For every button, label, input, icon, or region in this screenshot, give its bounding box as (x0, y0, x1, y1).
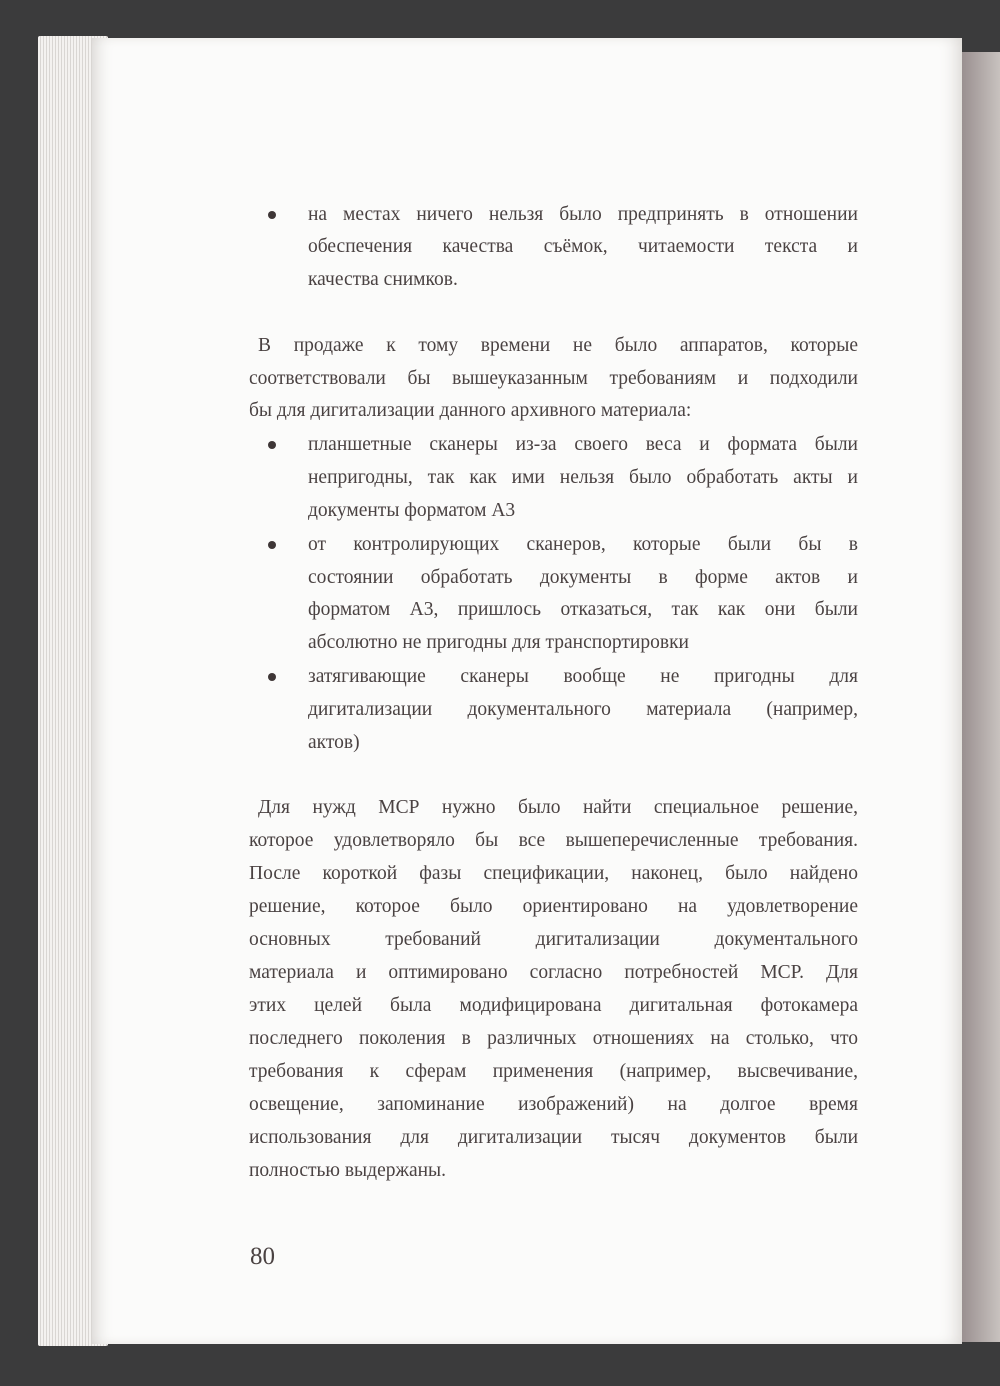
paragraph-2-line: требования к сферам применения (например, высвечивание, (249, 1061, 858, 1082)
bullet-2-line: непригодны, так как ими нельзя было обработать акты и (308, 467, 858, 488)
bullet-3-line: абсолютно не пригодны для транспортировки (308, 632, 689, 653)
paragraph-2-line: Для нужд МСР нужно было найти специальное решение, (258, 797, 858, 818)
bullet-1-line: на местах ничего нельзя было предпринять в отношении (308, 204, 858, 225)
bullet-3-line: от контролирующих сканеров, которые были бы в (308, 534, 858, 555)
bullet-1-line: качества снимков. (308, 269, 458, 290)
paragraph-1-line: В продаже к тому времени не было аппаратов, которые (258, 335, 858, 356)
bullet-4-line: дигитализации документального материала (например, (308, 699, 858, 720)
bullet-4-line: затягивающие сканеры вообще не пригодны для (308, 666, 858, 687)
bullet-icon (268, 541, 276, 549)
paragraph-2-line: использования для дигитализации тысяч документов были (249, 1127, 858, 1148)
paragraph-2-line: основных требований дигитализации документального (249, 929, 858, 950)
paragraph-2-line: которое удовлетворяло бы все вышеперечисленные требования. (249, 830, 858, 851)
next-page-edge (962, 52, 1000, 1342)
bullet-1-line: обеспечения качества съёмок, читаемости текста и (308, 236, 858, 257)
paragraph-1-line: соответствовали бы вышеуказанным требованиям и подходили (249, 368, 858, 389)
paragraph-2-line: После короткой фазы спецификации, наконец, было найдено (249, 863, 858, 884)
bullet-4-line: актов) (308, 732, 360, 753)
paragraph-2-line: полностью выдержаны. (249, 1160, 447, 1181)
bullet-3-line: состоянии обработать документы в форме актов и (308, 567, 858, 588)
bullet-icon (268, 441, 276, 449)
bullet-icon (268, 211, 276, 219)
page-number: 80 (250, 1243, 275, 1270)
paragraph-2-line: решение, которое было ориентировано на удовлетворение (249, 896, 858, 917)
paragraph-2-line: материала и оптимировано согласно потребностей МСР. Для (249, 962, 858, 983)
paragraph-2-line: последнего поколения в различных отношениях на столько, что (249, 1028, 858, 1049)
bullet-icon (268, 673, 276, 681)
paragraph-2-line: этих целей была модифицирована дигитальная фотокамера (249, 995, 858, 1016)
bullet-3-line: форматом А3, пришлось отказаться, так как они были (308, 599, 858, 620)
bullet-2-line: документы форматом А3 (308, 500, 516, 521)
bullet-2-line: планшетные сканеры из-за своего веса и формата были (308, 434, 858, 455)
paragraph-2-line: освещение, запоминание изображений) на долгое время (249, 1094, 858, 1115)
paragraph-1-line: бы для дигитализации данного архивного материала: (249, 400, 692, 421)
